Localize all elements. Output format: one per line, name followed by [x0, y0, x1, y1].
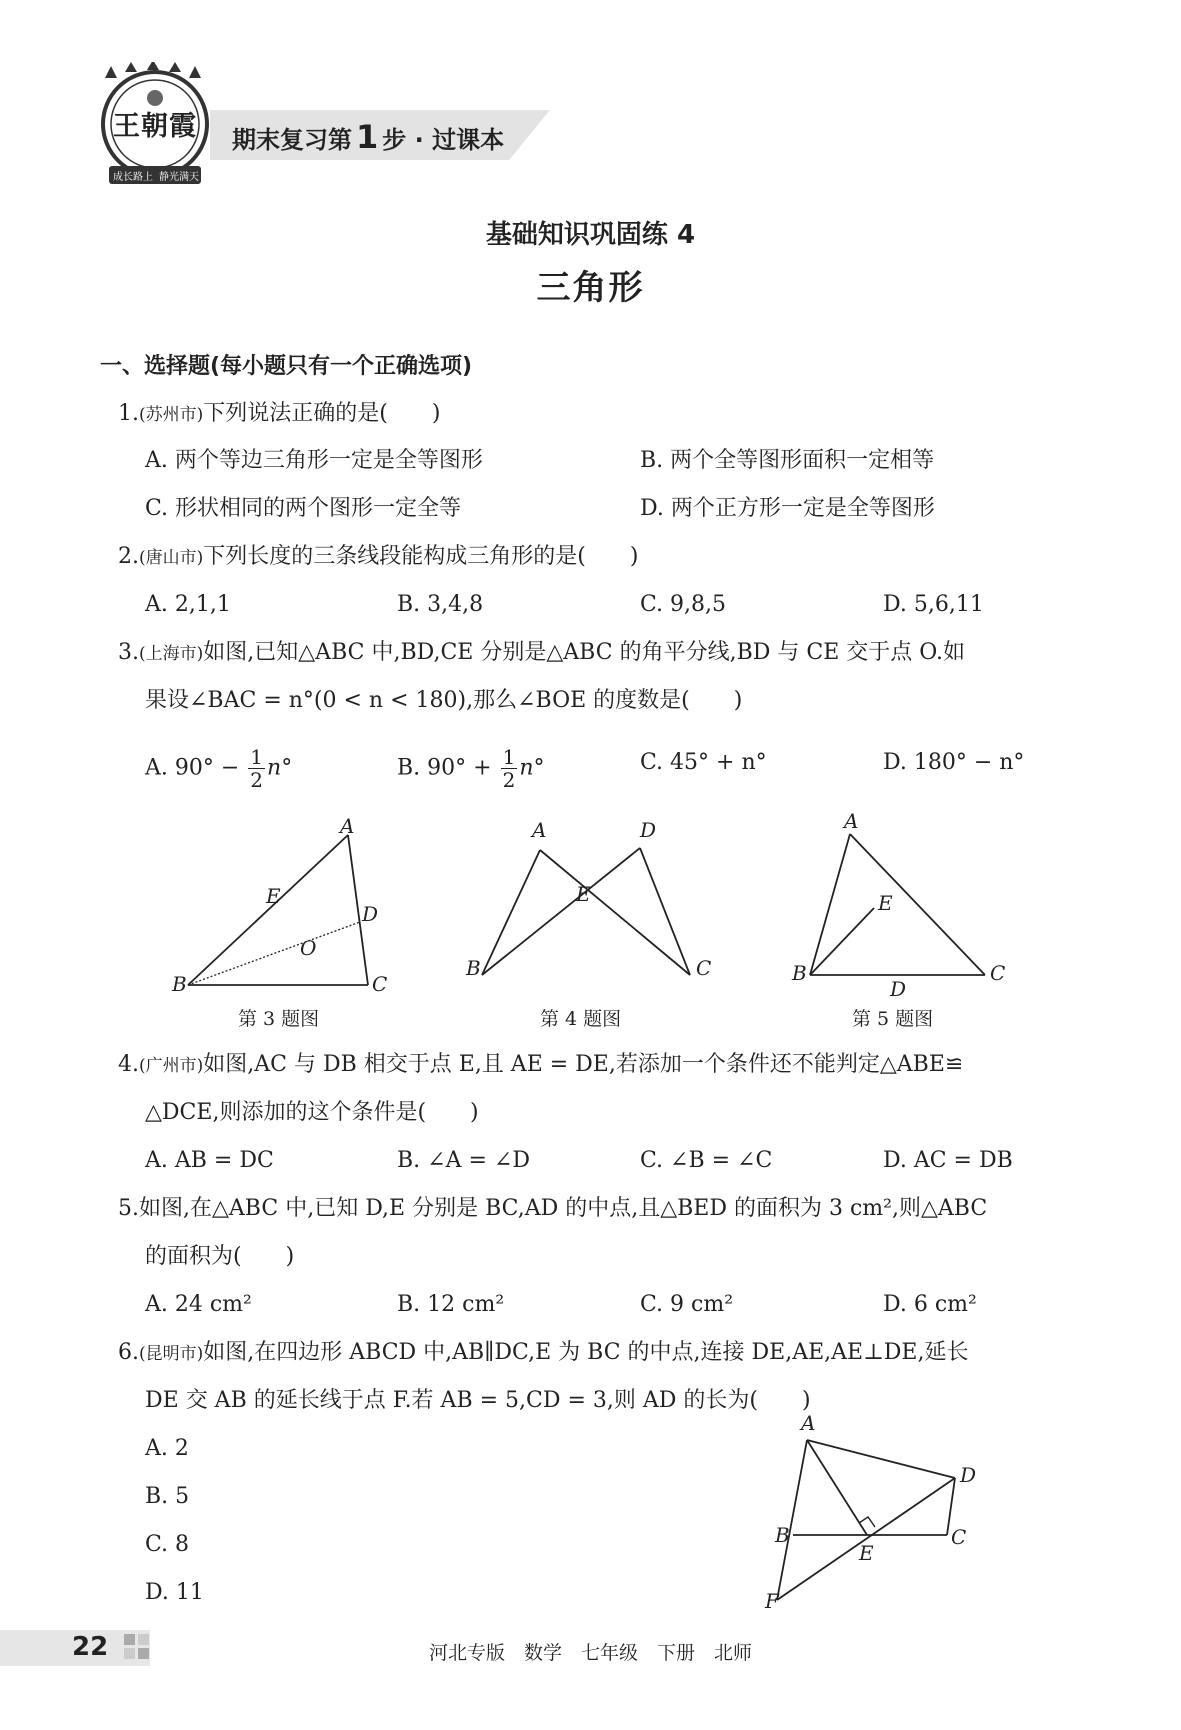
option-text: n° [519, 755, 545, 781]
question-source: (上海市) [139, 644, 204, 664]
side-ac [850, 834, 985, 975]
q5-option-c: C. 9 cm² [640, 1292, 734, 1317]
question-6-cont: DE 交 AB 的延长线于点 F.若 AB = 5,CD = 3,则 AD 的长为( ) [145, 1388, 811, 1413]
q6-option-c: C. 8 [145, 1532, 190, 1557]
logo [95, 62, 215, 192]
question-1 [118, 399, 440, 430]
label-d: D [640, 818, 657, 842]
question-6 [118, 1338, 968, 1369]
page-title: 三角形 [536, 268, 645, 308]
q1-option-b: B. 两个全等图形面积一定相等 [640, 448, 935, 473]
option-text: A. 90° − [145, 755, 240, 781]
question-number: 4. [118, 1052, 139, 1077]
book-info: 河北专版 数学 七年级 下册 北师 [428, 1642, 752, 1664]
figure-4 [460, 815, 720, 995]
segment-fd [777, 1478, 955, 1600]
banner-text [232, 118, 504, 156]
banner-pre: 期末复习第 [232, 126, 352, 154]
question-stem: 如图,已知△ABC 中,BD,CE 分别是△ABC 的角平分线,BD 与 CE 交于点 O.如 [203, 640, 965, 665]
page-subtitle: 基础知识巩固练 4 [485, 220, 696, 250]
q3-option-a [145, 746, 292, 791]
question-number: 2. [118, 544, 139, 569]
label-d: D [362, 902, 379, 926]
question-5-cont: 的面积为( ) [145, 1244, 295, 1269]
question-stem: 下列长度的三条线段能构成三角形的是( ) [203, 544, 639, 569]
question-number: 1. [118, 401, 139, 426]
segment-af [777, 1440, 807, 1600]
q2-option-a: A. 2,1,1 [145, 592, 231, 617]
segment-dc [640, 848, 690, 975]
q5-option-d: D. 6 cm² [883, 1292, 977, 1317]
q5-option-a: A. 24 cm² [145, 1292, 252, 1317]
question-stem: 如图,在四边形 ABCD 中,AB∥DC,E 为 BC 的中点,连接 DE,AE,AE⊥DE,延长 [203, 1340, 969, 1365]
label-o: O [300, 936, 317, 960]
label-e: E [878, 891, 893, 915]
banner-post: 步 · 过课本 [382, 126, 505, 154]
figure-3 [170, 815, 400, 995]
question-5 [118, 1194, 987, 1224]
label-c: C [372, 972, 388, 995]
q6-option-d: D. 11 [145, 1580, 204, 1605]
fraction-numerator: 1 [502, 745, 516, 769]
logo-title: 王朝霞 [113, 111, 197, 142]
label-c: C [951, 1525, 967, 1549]
figure-5 [780, 810, 1010, 1000]
label-b: B [792, 961, 807, 985]
fig3-caption: 第 3 题图 [238, 1008, 320, 1030]
label-a: A [801, 1411, 816, 1435]
fig5-caption: 第 5 题图 [852, 1008, 934, 1030]
label-d: D [890, 977, 907, 1000]
segment-ad [807, 1440, 955, 1478]
q6-option-a: A. 2 [145, 1436, 189, 1461]
question-number: 6. [118, 1340, 139, 1365]
page-number: 22 [72, 1632, 109, 1662]
question-source: (苏州市) [139, 405, 204, 425]
q3-option-d: D. 180° − n° [883, 750, 1025, 775]
label-c: C [990, 961, 1006, 985]
fraction [501, 746, 518, 791]
q1-option-a: A. 两个等边三角形一定是全等图形 [145, 448, 483, 473]
q6-option-b: B. 5 [145, 1484, 190, 1509]
bisector-bd [188, 922, 360, 985]
segment-ab [482, 850, 540, 975]
question-4 [118, 1050, 963, 1081]
question-number: 5. [118, 1196, 139, 1221]
q3-option-c: C. 45° + n° [640, 750, 767, 775]
q4-option-c: C. ∠B = ∠C [640, 1148, 773, 1173]
figure-6 [755, 1410, 985, 1610]
fig4-caption: 第 4 题图 [540, 1008, 622, 1030]
segment-ae [807, 1440, 867, 1535]
banner-step-number: 1 [356, 118, 379, 156]
label-a: A [844, 810, 859, 833]
question-3 [118, 638, 965, 669]
question-stem: 如图,AC 与 DB 相交于点 E,且 AE = DE,若添加一个条件还不能判定△ABE≌ [203, 1052, 964, 1077]
question-2 [118, 542, 638, 573]
logo-slogan-right: 静光满天 [159, 172, 199, 183]
label-e: E [266, 884, 281, 908]
fraction-numerator: 1 [250, 745, 264, 769]
label-b: B [172, 972, 187, 995]
question-3-cont: 果设∠BAC = n°(0 < n < 180),那么∠BOE 的度数是( ) [145, 688, 743, 713]
label-f: F [765, 1589, 779, 1610]
label-a: A [532, 818, 547, 842]
q3-option-b [397, 746, 544, 791]
question-source: (昆明市) [139, 1344, 204, 1364]
question-stem: 如图,在△ABC 中,已知 D,E 分别是 BC,AD 的中点,且△BED 的面积为 3 cm²,则△ABC [139, 1196, 988, 1221]
fraction-denominator: 2 [250, 768, 264, 792]
q4-option-d: D. AC = DB [883, 1148, 1013, 1173]
label-a: A [340, 815, 355, 838]
label-b: B [466, 956, 481, 980]
label-e: E [576, 882, 591, 906]
q1-option-c: C. 形状相同的两个图形一定全等 [145, 496, 462, 521]
question-number: 3. [118, 640, 139, 665]
label-e: E [859, 1541, 874, 1565]
fraction [248, 746, 265, 791]
q1-option-d: D. 两个正方形一定是全等图形 [640, 496, 935, 521]
q2-option-d: D. 5,6,11 [883, 592, 984, 617]
option-text: n° [267, 755, 293, 781]
question-4-cont: △DCE,则添加的这个条件是( ) [145, 1100, 479, 1125]
question-source: (唐山市) [139, 548, 204, 568]
q2-option-b: B. 3,4,8 [397, 592, 484, 617]
question-stem: 下列说法正确的是( ) [203, 401, 441, 426]
label-c: C [696, 956, 712, 980]
q5-option-b: B. 12 cm² [397, 1292, 505, 1317]
q2-option-c: C. 9,8,5 [640, 592, 727, 617]
fraction-denominator: 2 [502, 768, 516, 792]
side-ab [188, 835, 348, 985]
q4-option-a: A. AB = DC [145, 1148, 274, 1173]
q4-option-b: B. ∠A = ∠D [397, 1148, 530, 1173]
label-b: B [775, 1523, 790, 1547]
logo-slogan-left: 成长路上 [113, 172, 153, 183]
question-source: (广州市) [139, 1056, 204, 1076]
label-d: D [960, 1463, 977, 1487]
option-text: B. 90° + [397, 755, 492, 781]
section-heading: 一、选择题(每小题只有一个正确选项) [100, 354, 473, 379]
